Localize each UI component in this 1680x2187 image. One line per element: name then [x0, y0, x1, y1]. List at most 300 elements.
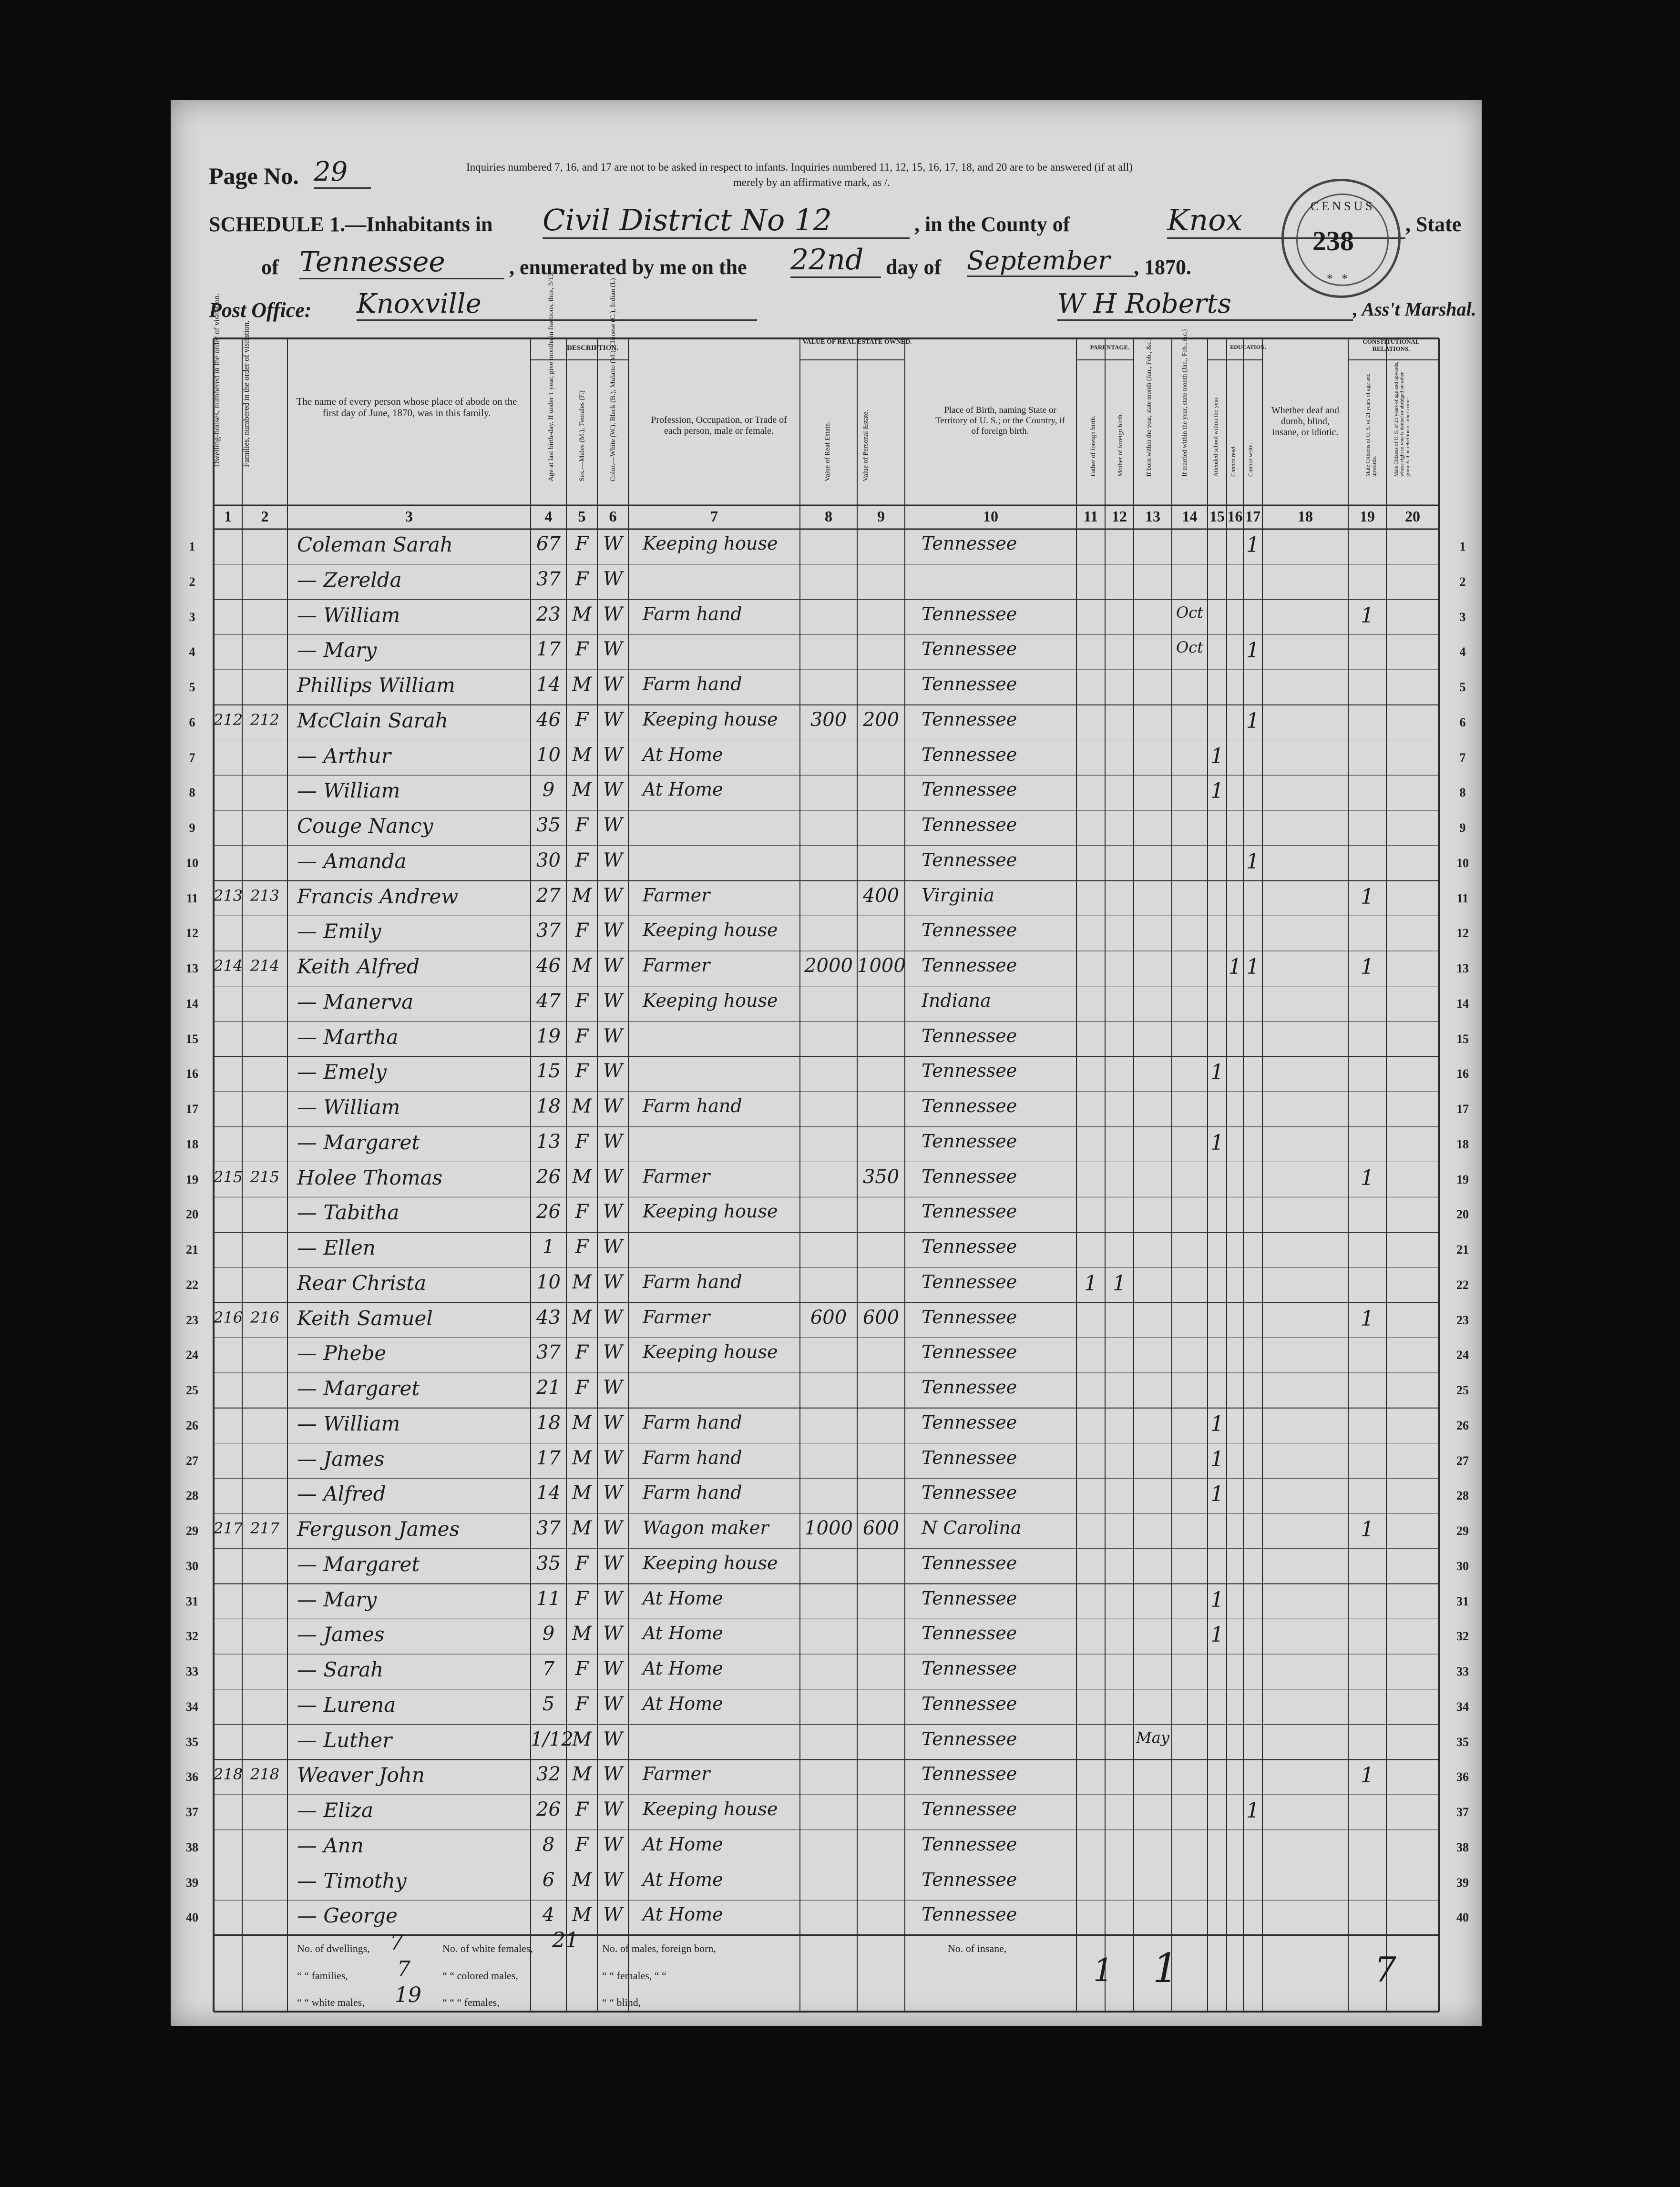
color: W [603, 1833, 623, 1856]
place-of-birth: N Carolina [922, 1517, 1022, 1538]
age: 37 [536, 568, 561, 590]
place-of-birth: Virginia [922, 884, 994, 906]
line-number-left: 38 [186, 1840, 198, 1854]
school-mark: 1 [1210, 1060, 1224, 1085]
line-number-right: 35 [1456, 1735, 1469, 1749]
occupation: Keeping house [643, 1552, 778, 1574]
place-of-birth: Tennessee [922, 1411, 1017, 1433]
color: W [603, 1763, 623, 1786]
dwelling-number: 215 [214, 1167, 243, 1186]
sex: F [575, 1552, 589, 1574]
age: 26 [536, 1799, 561, 1820]
age: 9 [542, 1623, 555, 1645]
male-citizen-mark: 1 [1361, 1165, 1374, 1190]
place-of-birth: Tennessee [922, 1833, 1017, 1855]
male-citizen-mark: 1 [1361, 1306, 1374, 1331]
sex: M [572, 1728, 592, 1750]
real-estate-value: 2000 [804, 955, 853, 977]
sex: M [572, 884, 592, 907]
line-number-right: 21 [1456, 1243, 1469, 1257]
place-of-birth: Tennessee [922, 1658, 1017, 1679]
header-col-3: The name of every person whose place of abode on the first day of June, 1870, was in this family. [296, 396, 517, 419]
line-number-left: 22 [186, 1277, 198, 1292]
line-number-right: 9 [1459, 821, 1466, 835]
color: W [603, 603, 623, 625]
line-number-left: 7 [189, 750, 195, 765]
line-number-right: 7 [1459, 750, 1466, 765]
line-number-left: 26 [186, 1418, 198, 1432]
school-mark: 1 [1210, 1447, 1224, 1472]
sex: F [575, 920, 589, 942]
occupation: Keeping house [643, 1341, 778, 1363]
footer-blind-label: “ “ blind, [602, 1996, 641, 2008]
line-number-left: 40 [186, 1911, 198, 1925]
sex: M [572, 1623, 592, 1645]
line-number-left: 35 [186, 1735, 198, 1749]
personal-estate-value: 350 [862, 1165, 900, 1188]
cannot-write-mark: 1 [1246, 708, 1260, 733]
person-name: — Margaret [297, 1377, 420, 1400]
color: W [603, 1411, 623, 1434]
line-number-right: 18 [1456, 1137, 1469, 1151]
footer-foreign-females-label: “ “ females, “ “ [602, 1970, 666, 1982]
line-number-left: 25 [186, 1383, 198, 1397]
line-number-left: 33 [186, 1665, 198, 1678]
male-citizen-mark: 1 [1361, 955, 1374, 979]
sex: F [575, 708, 589, 731]
year: , 1870. [1134, 255, 1191, 279]
age: 37 [536, 1517, 561, 1539]
occupation: At Home [643, 1658, 723, 1679]
line-number-right: 33 [1456, 1665, 1469, 1678]
person-name: — Zerelda [297, 568, 402, 592]
age: 21 [536, 1377, 561, 1399]
place-of-birth: Tennessee [922, 1095, 1017, 1116]
age: 10 [536, 1271, 561, 1293]
color: W [603, 955, 623, 977]
sex: F [575, 849, 589, 871]
line-number-left: 30 [186, 1559, 198, 1573]
sex: M [572, 1447, 592, 1469]
sex: M [572, 1306, 592, 1329]
footer-families-label: “ “ families, [297, 1970, 348, 1982]
person-name: Phillips William [297, 674, 455, 697]
column-number: 15 [1209, 508, 1225, 525]
sex: F [575, 1201, 589, 1223]
school-mark: 1 [1210, 744, 1224, 768]
place-of-birth: Tennessee [922, 1447, 1017, 1468]
place-of-birth: Tennessee [922, 1552, 1017, 1574]
occupation: At Home [643, 779, 723, 800]
footer-total-col19: 7 [1374, 1950, 1396, 1990]
line-number-left: 29 [186, 1524, 198, 1538]
column-number: 14 [1182, 508, 1198, 525]
age: 1 [542, 1236, 555, 1258]
person-name: — Lurena [297, 1693, 396, 1717]
occupation: Keeping house [643, 990, 778, 1011]
line-number-right: 38 [1456, 1840, 1469, 1854]
marriage-month: Oct [1176, 638, 1203, 657]
age: 8 [542, 1833, 555, 1856]
line-number-right: 23 [1456, 1313, 1469, 1327]
family-number: 216 [250, 1308, 280, 1327]
age: 11 [536, 1587, 561, 1610]
place-of-birth: Tennessee [922, 814, 1017, 835]
footer-white-males-label: “ “ white males, [297, 1996, 365, 2008]
place-of-birth: Tennessee [922, 533, 1017, 554]
school-mark: 1 [1210, 1482, 1224, 1507]
person-name: Holee Thomas [297, 1165, 443, 1189]
sex: F [575, 1658, 589, 1680]
line-number-right: 13 [1456, 961, 1469, 975]
line-number-left: 5 [189, 680, 195, 694]
color: W [603, 1447, 623, 1469]
line-number-right: 16 [1456, 1067, 1469, 1081]
occupation: Keeping house [643, 920, 778, 941]
header-col-2: Families, numbered in the order of visitation. [242, 320, 251, 467]
color: W [603, 1587, 623, 1610]
page-label: Page No. [209, 163, 299, 189]
place-of-birth: Tennessee [922, 1623, 1017, 1644]
male-citizen-mark: 1 [1361, 1763, 1374, 1788]
column-number: 1 [224, 508, 232, 525]
age: 19 [536, 1025, 561, 1047]
header-col-18: Whether deaf and dumb, blind, insane, or idiotic. [1271, 405, 1340, 438]
person-name: — Phebe [297, 1341, 387, 1365]
age: 32 [536, 1763, 561, 1786]
dwelling-number: 218 [214, 1765, 243, 1784]
person-name: Ferguson James [297, 1517, 460, 1541]
sex: M [572, 1165, 592, 1188]
color: W [603, 708, 623, 731]
person-name: — Timothy [297, 1869, 407, 1892]
color: W [603, 1060, 623, 1083]
person-name: — William [297, 779, 400, 803]
occupation: Farm hand [643, 1271, 742, 1292]
color: W [603, 1728, 623, 1750]
occupation: At Home [643, 1869, 723, 1890]
marriage-month: Oct [1176, 603, 1203, 622]
place-of-birth: Tennessee [922, 1587, 1017, 1609]
person-name: Rear Christa [297, 1271, 427, 1295]
school-mark: 1 [1210, 1411, 1224, 1436]
line-number-left: 11 [186, 891, 198, 905]
color: W [603, 990, 623, 1012]
header-col-10: Place of Birth, naming State or Territory of U. S.; or the Country, if of foreign birth. [935, 405, 1065, 436]
family-number: 218 [250, 1765, 280, 1784]
occupation: At Home [643, 1587, 723, 1609]
line-number-right: 37 [1456, 1805, 1469, 1819]
school-mark: 1 [1210, 1587, 1224, 1612]
header-col-4: Age at last birth-day. If under 1 year, give months in fractions, thus, 3/12. [547, 271, 555, 481]
place-of-birth: Tennessee [922, 674, 1017, 695]
footer-dwellings-label: No. of dwellings, [297, 1942, 370, 1954]
sex: M [572, 744, 592, 766]
occupation: Farmer [643, 1165, 710, 1187]
person-name: — Mary [297, 638, 377, 662]
line-number-left: 10 [186, 856, 198, 870]
header-col-20: Male Citizens of U. S. of 21 years of age and upwards, whose right to vote is denied or abridged on other grounds than rebellion or other crime. [1393, 361, 1411, 477]
sex: M [572, 1763, 592, 1786]
age: 37 [536, 1341, 561, 1364]
sex: M [572, 1517, 592, 1539]
header-education: EDUCATION. [1230, 344, 1266, 350]
age: 4 [542, 1904, 555, 1926]
column-number: 6 [609, 508, 617, 525]
person-name: Keith Alfred [297, 955, 420, 978]
sex: F [575, 1060, 589, 1083]
color: W [603, 1869, 623, 1891]
place-of-birth: Tennessee [922, 1763, 1017, 1785]
place-of-birth: Tennessee [922, 1693, 1017, 1714]
sex: F [575, 1025, 589, 1047]
occupation: Farm hand [643, 1482, 742, 1503]
occupation: At Home [643, 1623, 723, 1644]
place-of-birth: Tennessee [922, 1060, 1017, 1082]
person-name: — William [297, 1095, 400, 1119]
person-name: — Manerva [297, 990, 414, 1013]
day: 22nd [790, 243, 881, 278]
column-number: 18 [1298, 508, 1313, 525]
column-number: 2 [261, 508, 269, 525]
month: September [967, 245, 1134, 277]
sex: F [575, 1377, 589, 1399]
occupation: At Home [643, 1904, 723, 1925]
line-number-left: 12 [186, 926, 198, 940]
age: 6 [542, 1869, 555, 1891]
age: 1/12 [531, 1728, 574, 1750]
line-number-right: 29 [1456, 1524, 1469, 1538]
person-name: Coleman Sarah [297, 533, 453, 556]
family-number: 215 [250, 1167, 280, 1186]
person-name: — Margaret [297, 1130, 420, 1154]
person-name: Couge Nancy [297, 814, 433, 838]
column-number: 19 [1360, 508, 1375, 525]
footer-colored-males-label: “ “ colored males, [442, 1970, 518, 1982]
real-estate-value: 600 [810, 1306, 847, 1329]
color: W [603, 920, 623, 942]
line-number-right: 1 [1459, 540, 1466, 553]
sex: M [572, 603, 592, 625]
school-mark: 1 [1210, 779, 1224, 804]
line-number-left: 36 [186, 1770, 198, 1784]
column-number: 20 [1405, 508, 1420, 525]
age: 37 [536, 920, 561, 942]
county: Knox [1167, 203, 1405, 239]
footer-foreign-males-label: No. of males, foreign born, [602, 1942, 716, 1954]
person-name: — Eliza [297, 1799, 374, 1822]
color: W [603, 1658, 623, 1680]
line-number-right: 4 [1459, 645, 1466, 659]
line-number-left: 2 [189, 574, 195, 589]
place-of-birth: Tennessee [922, 1728, 1017, 1749]
person-name: — James [297, 1447, 385, 1471]
line-number-right: 27 [1456, 1453, 1469, 1468]
footer-dwellings: 7 [390, 1931, 403, 1955]
line-number-left: 8 [189, 786, 195, 800]
occupation: Farmer [643, 1306, 710, 1328]
place-of-birth: Tennessee [922, 1799, 1017, 1819]
age: 46 [536, 708, 561, 731]
footer-insane-label: No. of insane, [948, 1942, 1007, 1954]
occupation: Farm hand [643, 1411, 742, 1433]
age: 5 [542, 1693, 555, 1715]
column-number: 5 [578, 508, 586, 525]
place-of-birth: Tennessee [922, 920, 1017, 941]
person-name: Weaver John [297, 1763, 425, 1787]
color: W [603, 1623, 623, 1645]
line-number-right: 11 [1456, 891, 1469, 905]
school-mark: 1 [1210, 1130, 1224, 1155]
column-number: 9 [877, 508, 885, 525]
sex: F [575, 638, 589, 661]
header-col-15: Attended school within the year. [1212, 396, 1219, 477]
header-parentage: PARENTAGE. [1090, 344, 1130, 351]
cannot-write-mark: 1 [1246, 638, 1260, 663]
age: 18 [536, 1095, 561, 1117]
line-number-right: 22 [1456, 1277, 1469, 1292]
person-name: — Emily [297, 920, 381, 943]
post-office-label: Post Office: [209, 298, 312, 322]
schedule-label: SCHEDULE 1.—Inhabitants in [209, 213, 493, 236]
color: W [603, 1236, 623, 1258]
place-of-birth: Tennessee [922, 1482, 1017, 1503]
person-name: — Ann [297, 1833, 364, 1857]
male-citizen-mark: 1 [1361, 884, 1374, 909]
sex: F [575, 1693, 589, 1715]
footer-families: 7 [397, 1957, 410, 1981]
sex: F [575, 1341, 589, 1364]
line-number-right: 31 [1456, 1594, 1469, 1608]
color: W [603, 533, 623, 555]
age: 35 [536, 1552, 561, 1574]
line-number-right: 2 [1459, 574, 1466, 589]
male-citizen-mark: 1 [1361, 603, 1374, 628]
header-col-17: Cannot write. [1247, 443, 1254, 477]
color: W [603, 568, 623, 590]
line-number-right: 24 [1456, 1348, 1469, 1362]
line-number-left: 15 [186, 1032, 198, 1046]
age: 9 [542, 779, 555, 801]
color: W [603, 884, 623, 907]
person-name: Francis Andrew [297, 884, 459, 908]
post-office: Knoxville [357, 288, 757, 321]
personal-estate-value: 600 [862, 1306, 900, 1329]
footer-total-col11: 1 [1093, 1952, 1113, 1989]
line-number-right: 3 [1459, 610, 1466, 624]
inquiry-note: Inquiries numbered 7, 16, and 17 are not to be asked in respect to infants. Inquiries numbered 11, 12, 15, 16, 17, 18, and 20 are to be answered (if at all) [466, 161, 1133, 173]
line-number-left: 9 [189, 821, 195, 835]
inquiry-note-2: merely by an affirmative mark, as /. [733, 176, 891, 188]
occupation: Keeping house [643, 708, 778, 730]
person-name: — Tabitha [297, 1201, 400, 1225]
place-of-birth: Tennessee [922, 955, 1017, 976]
color: W [603, 1482, 623, 1504]
line-number-right: 40 [1456, 1911, 1469, 1925]
line-number-left: 4 [189, 645, 195, 659]
age: 23 [536, 603, 561, 625]
sex: M [572, 1869, 592, 1891]
age: 47 [536, 990, 561, 1012]
occupation: Keeping house [643, 1799, 778, 1819]
line-number-left: 23 [186, 1313, 198, 1327]
person-name: — Sarah [297, 1658, 384, 1681]
stamp-text-top: CENSUS [1311, 199, 1375, 213]
occupation: Keeping house [643, 1201, 778, 1222]
of-label: of [261, 255, 279, 279]
column-number: 12 [1112, 508, 1127, 525]
color: W [603, 1025, 623, 1047]
place-of-birth: Tennessee [922, 1306, 1017, 1328]
header-col-6: Color.—White (W.), Black (B.), Mulatto (M.), Chinese (C.), Indian (I.) [609, 278, 617, 481]
color: W [603, 849, 623, 871]
line-number-right: 5 [1459, 680, 1466, 694]
county-label: , in the County of [914, 213, 1070, 236]
column-number: 8 [825, 508, 832, 525]
real-estate-value: 300 [810, 708, 847, 731]
occupation: Farmer [643, 955, 710, 976]
family-number: 213 [250, 886, 280, 905]
line-number-right: 10 [1456, 856, 1469, 870]
state: Tennessee [299, 245, 504, 279]
family-number: 217 [250, 1519, 280, 1537]
person-name: Keith Samuel [297, 1306, 433, 1330]
cannot-write-mark: 1 [1246, 1799, 1260, 1823]
cannot-write-mark: 1 [1246, 849, 1260, 874]
age: 13 [536, 1130, 561, 1153]
header-col-13: If born within the year, state month (Jan., Feb., &c.) [1146, 337, 1153, 477]
line-number-right: 30 [1456, 1559, 1469, 1573]
occupation: Farm hand [643, 1095, 742, 1116]
line-number-left: 20 [186, 1207, 198, 1222]
day-of-label: day of [886, 255, 942, 279]
footer-white-females-label: No. of white females, [442, 1942, 533, 1954]
color: W [603, 779, 623, 801]
line-number-left: 14 [186, 996, 198, 1011]
header-col-9: Value of Personal Estate. [862, 410, 870, 481]
sex: F [575, 1236, 589, 1258]
cannot-write-mark: 1 [1246, 533, 1260, 557]
color: W [603, 744, 623, 766]
color: W [603, 1130, 623, 1153]
occupation: Farm hand [643, 1447, 742, 1468]
place-of-birth: Tennessee [922, 779, 1017, 800]
sex: F [575, 568, 589, 590]
occupation: At Home [643, 1693, 723, 1714]
line-number-left: 34 [186, 1699, 198, 1714]
dwelling-number: 212 [214, 710, 243, 729]
line-number-left: 21 [186, 1243, 198, 1257]
place-of-birth: Indiana [922, 990, 991, 1011]
sex: M [572, 1904, 592, 1926]
sex: F [575, 1587, 589, 1610]
color: W [603, 674, 623, 695]
person-name: — William [297, 1411, 400, 1435]
occupation: Farmer [643, 884, 710, 906]
person-name: — George [297, 1904, 398, 1928]
occupation: Keeping house [643, 533, 778, 554]
sex: M [572, 779, 592, 801]
color: W [603, 1904, 623, 1926]
place-of-birth: Tennessee [922, 744, 1017, 765]
column-number: 10 [983, 508, 998, 525]
mother-foreign-mark: 1 [1113, 1271, 1126, 1296]
line-number-right: 32 [1456, 1629, 1469, 1644]
color: W [603, 1693, 623, 1715]
line-number-right: 20 [1456, 1207, 1469, 1222]
line-number-right: 6 [1459, 715, 1466, 729]
age: 15 [536, 1060, 561, 1083]
